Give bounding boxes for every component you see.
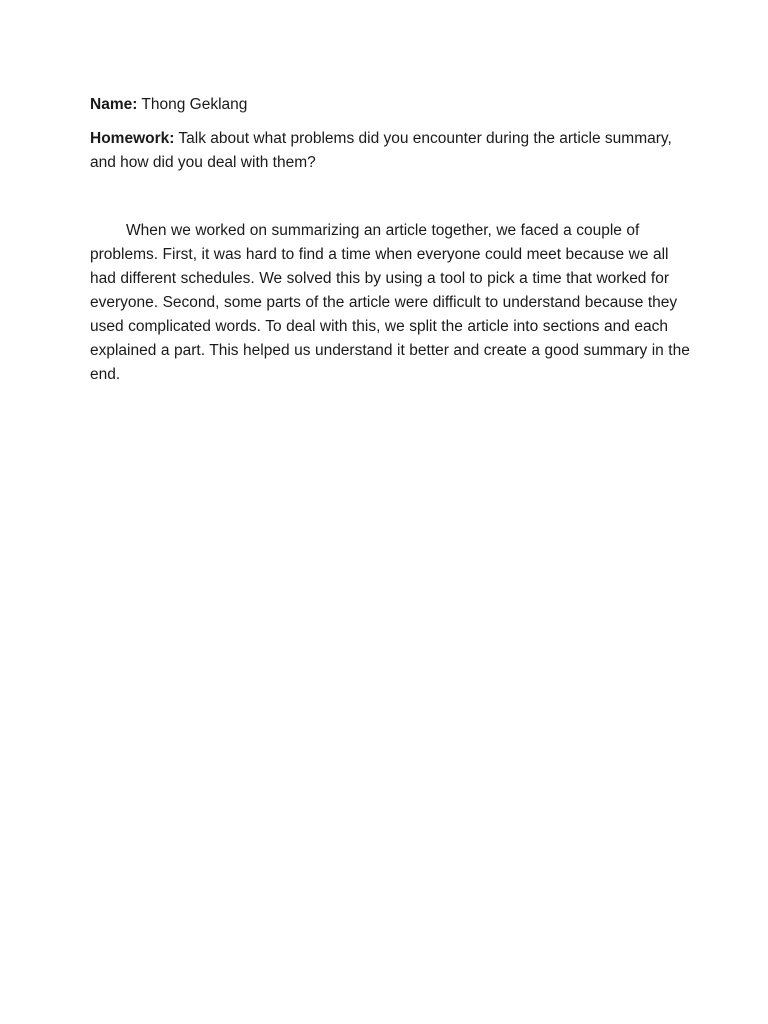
homework-line <box>90 127 690 175</box>
homework-label: Homework: <box>90 130 175 147</box>
homework-prompt: Talk about what problems did you encounter during the article summary, and how did you deal with them? <box>90 130 672 171</box>
name-line <box>90 93 690 117</box>
name-label: Name: <box>90 96 138 113</box>
answer-paragraph: When we worked on summarizing an article together, we faced a couple of problems. First, it was hard to find a time when everyone could meet because we all had different schedules. We solved this by using a tool to pick a time that worked for everyone. Second, some parts of the article were difficult to understand because they used complicated words. To deal with this, we split the article into sections and each explained a part. This helped us understand it better and create a good summary in the end. <box>90 222 690 383</box>
name-value: Thong Geklang <box>137 96 248 113</box>
document-content <box>90 93 690 387</box>
